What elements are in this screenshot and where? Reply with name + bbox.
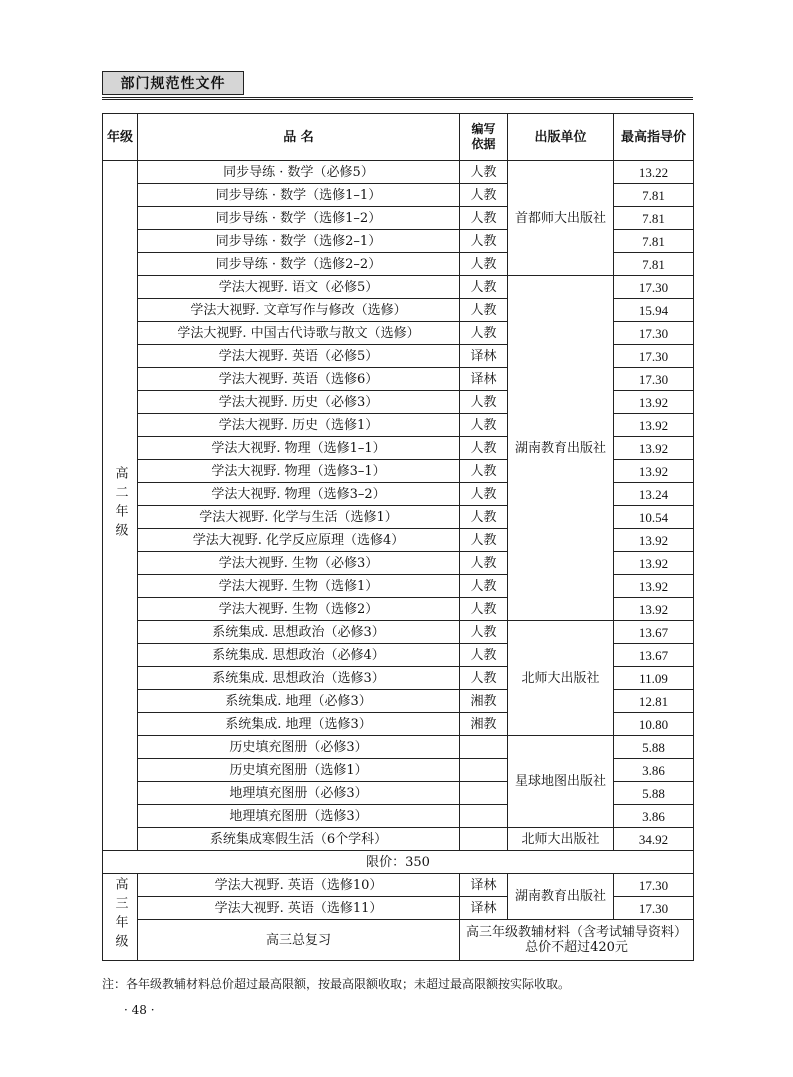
table-row (103, 828, 694, 851)
row-price: 13.92 (614, 437, 694, 460)
row-basis: 湘教 (460, 713, 508, 736)
publisher-cell: 北师大出版社 (508, 828, 614, 851)
row-name: 同步导练 · 数学（选修1–1） (138, 184, 460, 207)
row-price: 13.22 (614, 161, 694, 184)
row-basis: 人教 (460, 230, 508, 253)
row-name: 系统集成寒假生活（6个学科） (138, 828, 460, 851)
row-basis: 译林 (460, 874, 508, 897)
publisher-cell: 北师大出版社 (508, 621, 614, 736)
table-row (103, 874, 694, 897)
row-price: 7.81 (614, 230, 694, 253)
row-name: 学法大视野. 文章写作与修改（选修） (138, 299, 460, 322)
header-name: 品 名 (138, 114, 460, 161)
row-price: 3.86 (614, 805, 694, 828)
header-grade: 年级 (103, 114, 138, 161)
row-price: 7.81 (614, 184, 694, 207)
row-name: 历史填充图册（选修1） (138, 759, 460, 782)
row-basis: 人教 (460, 621, 508, 644)
review-name: 高三总复习 (138, 920, 460, 961)
row-name: 学法大视野. 英语（选修11） (138, 897, 460, 920)
header-price: 最高指导价 (614, 114, 694, 161)
row-price: 13.92 (614, 598, 694, 621)
row-name: 学法大视野. 英语（选修6） (138, 368, 460, 391)
row-name: 同步导练 · 数学（选修2–2） (138, 253, 460, 276)
publisher-cell: 湖南教育出版社 (508, 276, 614, 621)
row-basis: 人教 (460, 552, 508, 575)
row-price: 12.81 (614, 690, 694, 713)
row-price: 11.09 (614, 667, 694, 690)
row-price: 10.54 (614, 506, 694, 529)
review-note: 高三年级教辅材料（含考试辅导资料）总价不超过420元 (460, 920, 694, 961)
row-name: 学法大视野. 化学反应原理（选修4） (138, 529, 460, 552)
row-basis: 人教 (460, 391, 508, 414)
header-basis-line2: 依据 (471, 137, 496, 151)
row-basis: 人教 (460, 483, 508, 506)
row-name: 同步导练 · 数学（必修5） (138, 161, 460, 184)
row-basis: 人教 (460, 644, 508, 667)
row-basis: 人教 (460, 598, 508, 621)
row-price: 10.80 (614, 713, 694, 736)
row-basis: 译林 (460, 897, 508, 920)
row-name: 系统集成. 地理（选修3） (138, 713, 460, 736)
publisher-cell: 星球地图出版社 (508, 736, 614, 828)
publisher-cell: 湖南教育出版社 (508, 874, 614, 920)
section-badge (102, 71, 244, 95)
row-price: 13.92 (614, 529, 694, 552)
table-row (103, 276, 694, 299)
row-name: 学法大视野. 物理（选修3–1） (138, 460, 460, 483)
grade3-label: 高三年级 (112, 877, 128, 953)
section-badge-label: 部门规范性文件 (120, 76, 226, 92)
header-rule-double (102, 99, 693, 100)
row-price: 17.30 (614, 276, 694, 299)
row-name: 历史填充图册（必修3） (138, 736, 460, 759)
header-rule (102, 97, 693, 98)
row-price: 13.92 (614, 391, 694, 414)
row-price: 13.92 (614, 414, 694, 437)
header-basis-line1: 编写 (471, 122, 496, 136)
row-price: 13.92 (614, 552, 694, 575)
row-price: 13.92 (614, 575, 694, 598)
row-name: 地理填充图册（必修3） (138, 782, 460, 805)
row-basis: 人教 (460, 414, 508, 437)
row-basis (460, 782, 508, 805)
row-basis (460, 759, 508, 782)
row-basis: 译林 (460, 345, 508, 368)
row-price: 15.94 (614, 299, 694, 322)
row-basis: 人教 (460, 299, 508, 322)
row-price: 17.30 (614, 368, 694, 391)
limit-row (103, 851, 694, 874)
table-row (103, 920, 694, 961)
table-row (103, 161, 694, 184)
row-price: 5.88 (614, 782, 694, 805)
row-price: 7.81 (614, 207, 694, 230)
row-price: 17.30 (614, 897, 694, 920)
row-basis (460, 805, 508, 828)
row-basis: 人教 (460, 437, 508, 460)
row-name: 学法大视野. 生物（必修3） (138, 552, 460, 575)
price-table (102, 113, 694, 961)
row-price: 13.24 (614, 483, 694, 506)
row-price: 34.92 (614, 828, 694, 851)
table-header-row (103, 114, 694, 161)
row-basis: 人教 (460, 161, 508, 184)
row-basis: 人教 (460, 529, 508, 552)
row-basis: 人教 (460, 276, 508, 299)
row-name: 学法大视野. 物理（选修1–1） (138, 437, 460, 460)
row-price: 3.86 (614, 759, 694, 782)
row-price: 17.30 (614, 322, 694, 345)
footnote: 注：各年级教辅材料总价超过最高限额，按最高限额收取；未超过最高限额按实际收取。 (102, 977, 571, 991)
row-basis: 湘教 (460, 690, 508, 713)
row-basis: 人教 (460, 460, 508, 483)
row-name: 同步导练 · 数学（选修2–1） (138, 230, 460, 253)
table-row (103, 736, 694, 759)
row-price: 17.30 (614, 874, 694, 897)
row-name: 学法大视野. 中国古代诗歌与散文（选修） (138, 322, 460, 345)
header-basis (460, 114, 508, 161)
row-basis: 人教 (460, 506, 508, 529)
row-price: 7.81 (614, 253, 694, 276)
row-basis (460, 736, 508, 759)
row-basis: 人教 (460, 184, 508, 207)
row-basis: 人教 (460, 207, 508, 230)
row-name: 学法大视野. 语文（必修5） (138, 276, 460, 299)
row-name: 学法大视野. 化学与生活（选修1） (138, 506, 460, 529)
publisher-cell: 首都师大出版社 (508, 161, 614, 276)
row-name: 系统集成. 思想政治（必修3） (138, 621, 460, 644)
row-name: 学法大视野. 物理（选修3–2） (138, 483, 460, 506)
grade2-limit: 限价：350 (103, 851, 694, 874)
row-name: 系统集成. 地理（必修3） (138, 690, 460, 713)
row-name: 学法大视野. 生物（选修2） (138, 598, 460, 621)
grade3-cell (103, 874, 138, 961)
row-basis: 人教 (460, 253, 508, 276)
header-publisher: 出版单位 (508, 114, 614, 161)
page-number: · 48 · (124, 1003, 155, 1017)
row-price: 13.67 (614, 621, 694, 644)
row-price: 13.92 (614, 460, 694, 483)
row-price: 5.88 (614, 736, 694, 759)
row-name: 系统集成. 思想政治（必修4） (138, 644, 460, 667)
row-name: 学法大视野. 生物（选修1） (138, 575, 460, 598)
row-price: 17.30 (614, 345, 694, 368)
row-price: 13.67 (614, 644, 694, 667)
row-name: 系统集成. 思想政治（选修3） (138, 667, 460, 690)
row-name: 学法大视野. 英语（必修5） (138, 345, 460, 368)
table-row (103, 621, 694, 644)
grade2-label: 高二年级 (112, 465, 128, 542)
row-basis: 人教 (460, 322, 508, 345)
row-name: 同步导练 · 数学（选修1–2） (138, 207, 460, 230)
grade2-cell (103, 161, 138, 851)
row-name: 学法大视野. 英语（选修10） (138, 874, 460, 897)
row-name: 地理填充图册（选修3） (138, 805, 460, 828)
row-name: 学法大视野. 历史（必修3） (138, 391, 460, 414)
row-basis: 人教 (460, 667, 508, 690)
row-basis: 译林 (460, 368, 508, 391)
row-name: 学法大视野. 历史（选修1） (138, 414, 460, 437)
row-basis (460, 828, 508, 851)
row-basis: 人教 (460, 575, 508, 598)
